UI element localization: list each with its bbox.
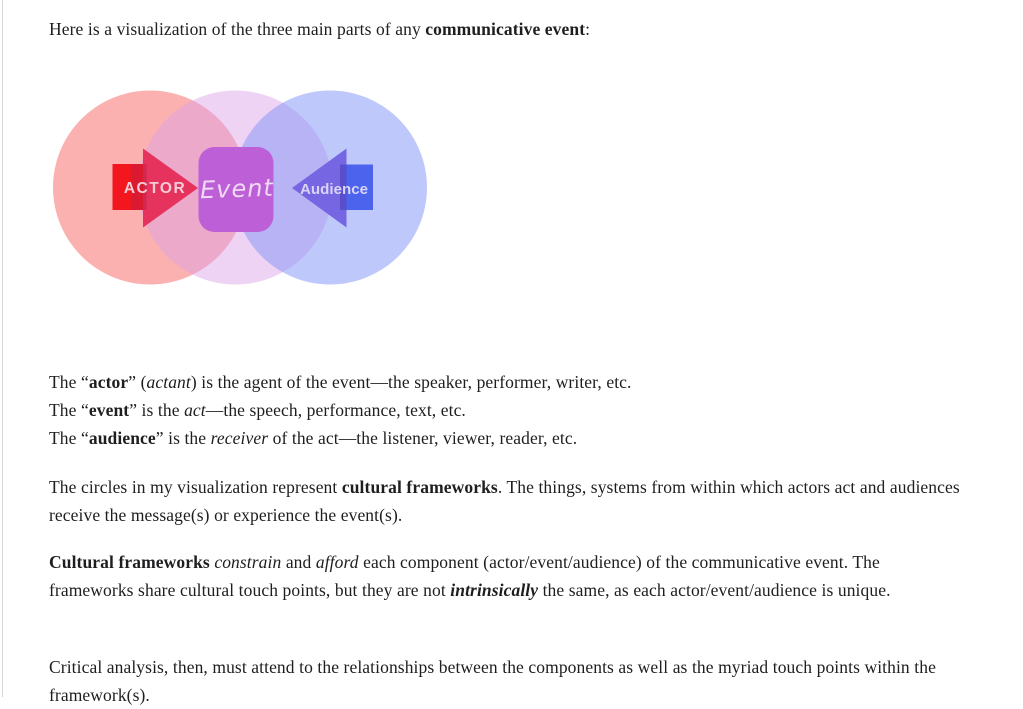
audience-label: Audience bbox=[300, 181, 368, 198]
paragraph-constrain-afford: Cultural frameworks constrain and afford each component (actor/event/audience) of the communicative event. The frameworks share cultural touch points, but they are not intrinsically the same, as each actor/event/audience is unique. bbox=[49, 551, 891, 600]
paragraph-cultural-frameworks: The circles in my visualization represent cultural frameworks. The things, systems from within which actors act and audiences receive the message(s) or experience the event(s). bbox=[49, 476, 960, 525]
paragraph-critical-analysis: Critical analysis, then, must attend to the relationships between the components as well as the myriad touch points within the framework(s). bbox=[49, 656, 936, 705]
definitions-list: The “actor” (actant) is the agent of the event—the speaker, performer, writer, etc. The “event” is the act—the speech, performance, text, etc. The “audience” is the receiver of the act—the listener, viewer, reader, etc. bbox=[49, 371, 632, 448]
communicative-event-diagram bbox=[40, 72, 440, 307]
window-left-edge bbox=[2, 0, 3, 697]
intro-sentence: Here is a visualization of the three main parts of any communicative event: bbox=[49, 18, 591, 39]
actor-label: ACTOR bbox=[123, 180, 187, 197]
event-label: Event bbox=[199, 173, 275, 205]
